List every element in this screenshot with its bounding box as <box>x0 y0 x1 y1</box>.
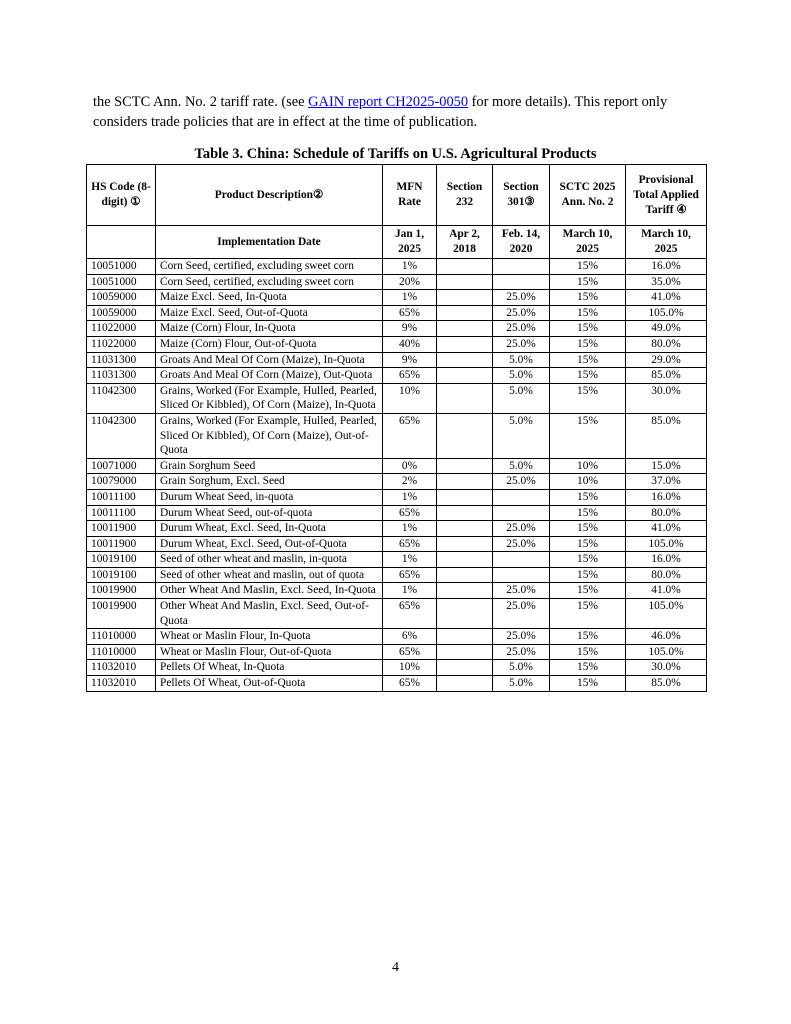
mfn-rate-cell: 65% <box>383 676 437 692</box>
mfn-rate-cell: 9% <box>383 321 437 337</box>
hs-code-cell: 10011900 <box>87 536 156 552</box>
product-description-cell: Seed of other wheat and maslin, in-quota <box>156 552 383 568</box>
section-232-cell <box>437 413 493 458</box>
section-232-cell <box>437 505 493 521</box>
section-301-cell <box>493 274 550 290</box>
header-sctc: SCTC 2025 Ann. No. 2 <box>550 165 626 226</box>
table-row <box>87 321 707 337</box>
table-row <box>87 583 707 599</box>
sctc-rate-cell: 15% <box>550 290 626 306</box>
section-301-cell <box>493 567 550 583</box>
intro-paragraph <box>93 92 705 132</box>
mfn-rate-cell: 65% <box>383 536 437 552</box>
section-232-cell <box>437 552 493 568</box>
sctc-rate-cell: 15% <box>550 383 626 413</box>
table-row <box>87 474 707 490</box>
section-232-cell <box>437 676 493 692</box>
section-301-cell: 5.0% <box>493 352 550 368</box>
table-row <box>87 413 707 458</box>
product-description-cell: Grain Sorghum Seed <box>156 458 383 474</box>
section-232-cell <box>437 583 493 599</box>
product-description-cell: Groats And Meal Of Corn (Maize), Out-Quota <box>156 368 383 384</box>
table-row <box>87 458 707 474</box>
sctc-rate-cell: 15% <box>550 352 626 368</box>
section-232-cell <box>437 599 493 629</box>
product-description-cell: Pellets Of Wheat, Out-of-Quota <box>156 676 383 692</box>
sctc-rate-cell: 15% <box>550 536 626 552</box>
header-mfn-rate: MFN Rate <box>383 165 437 226</box>
table-row <box>87 489 707 505</box>
hs-code-cell: 10051000 <box>87 259 156 275</box>
sctc-rate-cell: 10% <box>550 458 626 474</box>
mfn-rate-cell: 65% <box>383 368 437 384</box>
provisional-total-cell: 16.0% <box>626 259 707 275</box>
provisional-total-cell: 37.0% <box>626 474 707 490</box>
hs-code-cell: 10059000 <box>87 290 156 306</box>
mfn-rate-cell: 40% <box>383 336 437 352</box>
sctc-rate-cell: 15% <box>550 583 626 599</box>
table-row <box>87 567 707 583</box>
mfn-rate-cell: 10% <box>383 660 437 676</box>
product-description-cell: Durum Wheat, Excl. Seed, In-Quota <box>156 521 383 537</box>
hs-code-cell: 10051000 <box>87 274 156 290</box>
hs-code-cell: 11042300 <box>87 383 156 413</box>
sctc-rate-cell: 15% <box>550 274 626 290</box>
mfn-rate-cell: 1% <box>383 521 437 537</box>
section-301-cell <box>493 259 550 275</box>
product-description-cell: Corn Seed, certified, excluding sweet corn <box>156 259 383 275</box>
sctc-rate-cell: 15% <box>550 505 626 521</box>
section-301-cell: 25.0% <box>493 290 550 306</box>
provisional-total-cell: 85.0% <box>626 676 707 692</box>
section-301-cell: 25.0% <box>493 321 550 337</box>
header-row <box>87 165 707 226</box>
sctc-rate-cell: 15% <box>550 552 626 568</box>
impl-date-sctc: March 10, 2025 <box>550 226 626 259</box>
sctc-rate-cell: 15% <box>550 336 626 352</box>
product-description-cell: Maize Excl. Seed, Out-of-Quota <box>156 305 383 321</box>
table-row <box>87 660 707 676</box>
section-232-cell <box>437 644 493 660</box>
provisional-total-cell: 35.0% <box>626 274 707 290</box>
section-301-cell: 5.0% <box>493 676 550 692</box>
table-row <box>87 352 707 368</box>
provisional-total-cell: 16.0% <box>626 552 707 568</box>
hs-code-cell: 10019100 <box>87 552 156 568</box>
table-row <box>87 644 707 660</box>
hs-code-cell: 11032010 <box>87 660 156 676</box>
table-title: Table 3. China: Schedule of Tariffs on U.S. Agricultural Products <box>194 146 597 162</box>
table-row <box>87 505 707 521</box>
sctc-rate-cell: 15% <box>550 489 626 505</box>
provisional-total-cell: 85.0% <box>626 413 707 458</box>
table-row <box>87 383 707 413</box>
section-301-cell: 25.0% <box>493 305 550 321</box>
section-301-cell: 5.0% <box>493 458 550 474</box>
section-301-cell: 5.0% <box>493 368 550 384</box>
mfn-rate-cell: 65% <box>383 305 437 321</box>
mfn-rate-cell: 6% <box>383 629 437 645</box>
table-row <box>87 274 707 290</box>
page-number: 4 <box>392 960 399 975</box>
hs-code-cell: 10011100 <box>87 489 156 505</box>
section-301-cell <box>493 552 550 568</box>
product-description-cell: Grain Sorghum, Excl. Seed <box>156 474 383 490</box>
table-row <box>87 552 707 568</box>
section-232-cell <box>437 290 493 306</box>
hs-code-cell: 11010000 <box>87 629 156 645</box>
product-description-cell: Maize (Corn) Flour, Out-of-Quota <box>156 336 383 352</box>
mfn-rate-cell: 1% <box>383 489 437 505</box>
intro-text-start: the SCTC Ann. No. 2 tariff rate. (see <box>93 94 309 110</box>
mfn-rate-cell: 1% <box>383 259 437 275</box>
section-232-cell <box>437 489 493 505</box>
product-description-cell: Durum Wheat Seed, out-of-quota <box>156 505 383 521</box>
hs-code-cell: 11010000 <box>87 644 156 660</box>
section-232-cell <box>437 305 493 321</box>
table-row <box>87 676 707 692</box>
product-description-cell: Seed of other wheat and maslin, out of quota <box>156 567 383 583</box>
table-row <box>87 336 707 352</box>
product-description-cell: Wheat or Maslin Flour, Out-of-Quota <box>156 644 383 660</box>
provisional-total-cell: 80.0% <box>626 336 707 352</box>
hs-code-cell: 10059000 <box>87 305 156 321</box>
implementation-date-row <box>87 226 707 259</box>
mfn-rate-cell: 65% <box>383 599 437 629</box>
product-description-cell: Corn Seed, certified, excluding sweet corn <box>156 274 383 290</box>
section-232-cell <box>437 458 493 474</box>
section-232-cell <box>437 474 493 490</box>
hs-code-cell: 11031300 <box>87 368 156 384</box>
hs-code-cell: 10071000 <box>87 458 156 474</box>
product-description-cell: Other Wheat And Maslin, Excl. Seed, Out-of-Quota <box>156 599 383 629</box>
mfn-rate-cell: 65% <box>383 644 437 660</box>
section-232-cell <box>437 629 493 645</box>
mfn-rate-cell: 20% <box>383 274 437 290</box>
product-description-cell: Other Wheat And Maslin, Excl. Seed, In-Quota <box>156 583 383 599</box>
product-description-cell: Grains, Worked (For Example, Hulled, Pearled, Sliced Or Kibbled), Of Corn (Maize), Out-of-Quota <box>156 413 383 458</box>
mfn-rate-cell: 1% <box>383 290 437 306</box>
hs-code-cell: 10019900 <box>87 583 156 599</box>
section-232-cell <box>437 259 493 275</box>
product-description-cell: Wheat or Maslin Flour, In-Quota <box>156 629 383 645</box>
sctc-rate-cell: 15% <box>550 368 626 384</box>
sctc-rate-cell: 15% <box>550 321 626 337</box>
section-301-cell: 25.0% <box>493 583 550 599</box>
section-301-cell: 5.0% <box>493 660 550 676</box>
sctc-rate-cell: 15% <box>550 259 626 275</box>
provisional-total-cell: 80.0% <box>626 505 707 521</box>
sctc-rate-cell: 15% <box>550 305 626 321</box>
provisional-total-cell: 105.0% <box>626 644 707 660</box>
impl-date-section-232: Apr 2, 2018 <box>437 226 493 259</box>
section-232-cell <box>437 274 493 290</box>
section-232-cell <box>437 321 493 337</box>
provisional-total-cell: 105.0% <box>626 305 707 321</box>
table-row <box>87 305 707 321</box>
provisional-total-cell: 85.0% <box>626 368 707 384</box>
section-301-cell: 25.0% <box>493 629 550 645</box>
header-section-301: Section 301③ <box>493 165 550 226</box>
hs-code-cell: 11022000 <box>87 321 156 337</box>
tariff-table <box>86 164 707 692</box>
mfn-rate-cell: 1% <box>383 583 437 599</box>
section-301-cell <box>493 489 550 505</box>
provisional-total-cell: 105.0% <box>626 536 707 552</box>
sctc-rate-cell: 15% <box>550 413 626 458</box>
header-product-description: Product Description② <box>156 165 383 226</box>
section-301-cell: 25.0% <box>493 474 550 490</box>
table-row <box>87 521 707 537</box>
product-description-cell: Durum Wheat, Excl. Seed, Out-of-Quota <box>156 536 383 552</box>
section-232-cell <box>437 383 493 413</box>
implementation-date-label: Implementation Date <box>156 226 383 259</box>
provisional-total-cell: 105.0% <box>626 599 707 629</box>
gain-report-link[interactable]: GAIN report CH2025-0050 <box>308 94 469 110</box>
provisional-total-cell: 80.0% <box>626 567 707 583</box>
hs-code-cell: 11032010 <box>87 676 156 692</box>
sctc-rate-cell: 15% <box>550 629 626 645</box>
hs-code-cell: 11042300 <box>87 413 156 458</box>
section-301-cell <box>493 505 550 521</box>
table-row <box>87 629 707 645</box>
hs-code-cell: 11022000 <box>87 336 156 352</box>
header-hs-code: HS Code (8-digit) ① <box>87 165 156 226</box>
product-description-cell: Pellets Of Wheat, In-Quota <box>156 660 383 676</box>
section-232-cell <box>437 368 493 384</box>
mfn-rate-cell: 1% <box>383 552 437 568</box>
product-description-cell: Grains, Worked (For Example, Hulled, Pearled, Sliced Or Kibbled), Of Corn (Maize), In-Quota <box>156 383 383 413</box>
provisional-total-cell: 29.0% <box>626 352 707 368</box>
sctc-rate-cell: 15% <box>550 660 626 676</box>
section-232-cell <box>437 567 493 583</box>
provisional-total-cell: 30.0% <box>626 383 707 413</box>
mfn-rate-cell: 65% <box>383 505 437 521</box>
impl-date-mfn: Jan 1, 2025 <box>383 226 437 259</box>
sctc-rate-cell: 15% <box>550 521 626 537</box>
provisional-total-cell: 41.0% <box>626 290 707 306</box>
sctc-rate-cell: 10% <box>550 474 626 490</box>
provisional-total-cell: 16.0% <box>626 489 707 505</box>
impl-date-section-301: Feb. 14, 2020 <box>493 226 550 259</box>
sctc-rate-cell: 15% <box>550 676 626 692</box>
table-row <box>87 368 707 384</box>
mfn-rate-cell: 2% <box>383 474 437 490</box>
mfn-rate-cell: 0% <box>383 458 437 474</box>
intro-text-end: for more details). This report only considers trade policies that are in effect at the time of publication. <box>93 94 668 130</box>
hs-code-cell: 10019100 <box>87 567 156 583</box>
mfn-rate-cell: 9% <box>383 352 437 368</box>
provisional-total-cell: 41.0% <box>626 521 707 537</box>
product-description-cell: Durum Wheat Seed, in-quota <box>156 489 383 505</box>
product-description-cell: Maize (Corn) Flour, In-Quota <box>156 321 383 337</box>
provisional-total-cell: 49.0% <box>626 321 707 337</box>
section-301-cell: 25.0% <box>493 521 550 537</box>
section-232-cell <box>437 521 493 537</box>
section-301-cell: 25.0% <box>493 599 550 629</box>
hs-code-cell: 10011100 <box>87 505 156 521</box>
provisional-total-cell: 15.0% <box>626 458 707 474</box>
section-301-cell: 25.0% <box>493 536 550 552</box>
section-301-cell: 5.0% <box>493 413 550 458</box>
hs-code-cell: 10019900 <box>87 599 156 629</box>
impl-date-provisional: March 10, 2025 <box>626 226 707 259</box>
header-section-232: Section 232 <box>437 165 493 226</box>
mfn-rate-cell: 65% <box>383 567 437 583</box>
section-232-cell <box>437 352 493 368</box>
mfn-rate-cell: 10% <box>383 383 437 413</box>
provisional-total-cell: 30.0% <box>626 660 707 676</box>
product-description-cell: Maize Excl. Seed, In-Quota <box>156 290 383 306</box>
sctc-rate-cell: 15% <box>550 567 626 583</box>
sctc-rate-cell: 15% <box>550 599 626 629</box>
tariff-table-body <box>87 259 707 692</box>
table-row <box>87 599 707 629</box>
product-description-cell: Groats And Meal Of Corn (Maize), In-Quota <box>156 352 383 368</box>
table-row <box>87 536 707 552</box>
hs-code-cell: 11031300 <box>87 352 156 368</box>
hs-code-cell: 10079000 <box>87 474 156 490</box>
table-row <box>87 259 707 275</box>
header-provisional-total: Provisional Total Applied Tariff ④ <box>626 165 707 226</box>
provisional-total-cell: 41.0% <box>626 583 707 599</box>
section-232-cell <box>437 536 493 552</box>
section-232-cell <box>437 336 493 352</box>
section-301-cell: 5.0% <box>493 383 550 413</box>
table-row <box>87 290 707 306</box>
sctc-rate-cell: 15% <box>550 644 626 660</box>
provisional-total-cell: 46.0% <box>626 629 707 645</box>
section-301-cell: 25.0% <box>493 644 550 660</box>
mfn-rate-cell: 65% <box>383 413 437 458</box>
impl-blank-cell <box>87 226 156 259</box>
hs-code-cell: 10011900 <box>87 521 156 537</box>
section-232-cell <box>437 660 493 676</box>
section-301-cell: 25.0% <box>493 336 550 352</box>
